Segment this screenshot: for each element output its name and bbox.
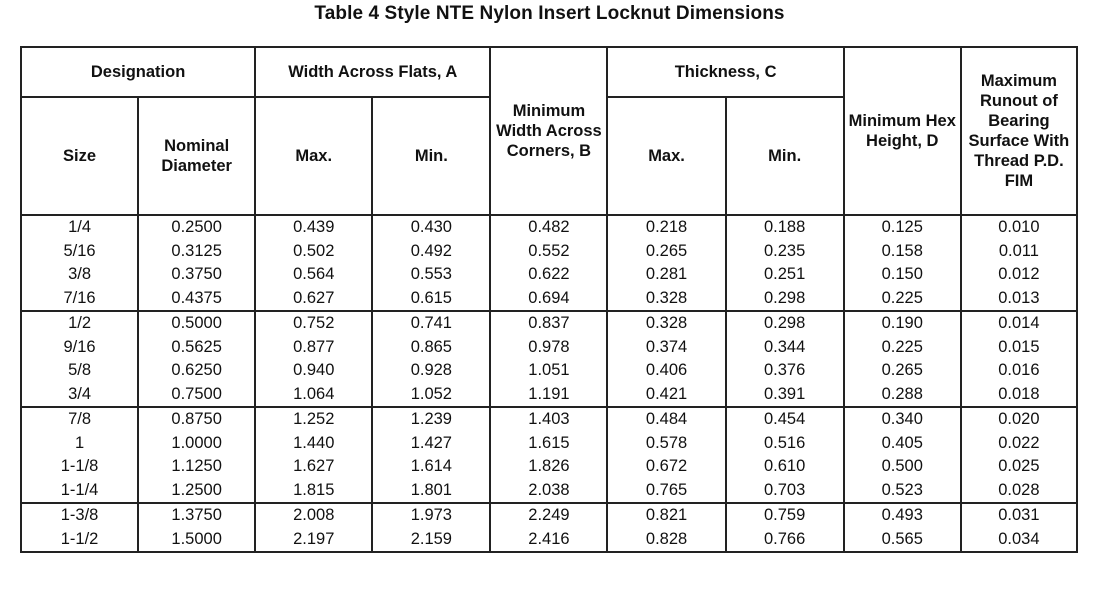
table-row xyxy=(21,240,1077,264)
cell-thickness-max: 0.328 xyxy=(607,311,725,336)
cell-flats-max: 0.439 xyxy=(255,215,372,240)
cell-nominal-diameter: 0.5625 xyxy=(138,336,255,360)
cell-flats-max: 0.752 xyxy=(255,311,372,336)
cell-thickness-min: 0.298 xyxy=(726,311,844,336)
cell-hex-height-min: 0.565 xyxy=(844,528,961,553)
cell-runout-max: 0.015 xyxy=(961,336,1077,360)
cell-flats-max: 0.564 xyxy=(255,263,372,287)
cell-corners-min: 2.416 xyxy=(490,528,607,553)
cell-nominal-diameter: 0.6250 xyxy=(138,359,255,383)
cell-runout-max: 0.016 xyxy=(961,359,1077,383)
cell-runout-max: 0.031 xyxy=(961,503,1077,528)
cell-corners-min: 0.978 xyxy=(490,336,607,360)
cell-corners-min: 1.191 xyxy=(490,383,607,408)
cell-thickness-min: 0.251 xyxy=(726,263,844,287)
table-row xyxy=(21,432,1077,456)
header-max-runout: Maximum Runout of Bearing Surface With Thread P.D. FIM xyxy=(961,47,1077,215)
header-flats-min: Min. xyxy=(372,97,490,215)
cell-thickness-max: 0.406 xyxy=(607,359,725,383)
table-row xyxy=(21,528,1077,553)
cell-flats-min: 1.973 xyxy=(372,503,490,528)
cell-corners-min: 1.826 xyxy=(490,455,607,479)
cell-thickness-max: 0.828 xyxy=(607,528,725,553)
cell-thickness-min: 0.298 xyxy=(726,287,844,312)
cell-thickness-max: 0.484 xyxy=(607,407,725,432)
cell-hex-height-min: 0.125 xyxy=(844,215,961,240)
cell-flats-max: 2.197 xyxy=(255,528,372,553)
cell-flats-min: 0.741 xyxy=(372,311,490,336)
cell-nominal-diameter: 0.3750 xyxy=(138,263,255,287)
cell-nominal-diameter: 1.0000 xyxy=(138,432,255,456)
cell-hex-height-min: 0.158 xyxy=(844,240,961,264)
row-group xyxy=(21,407,1077,503)
cell-corners-min: 0.837 xyxy=(490,311,607,336)
cell-nominal-diameter: 0.3125 xyxy=(138,240,255,264)
cell-flats-max: 0.877 xyxy=(255,336,372,360)
cell-flats-min: 0.615 xyxy=(372,287,490,312)
cell-hex-height-min: 0.493 xyxy=(844,503,961,528)
table-row xyxy=(21,455,1077,479)
cell-thickness-min: 0.188 xyxy=(726,215,844,240)
cell-nominal-diameter: 1.5000 xyxy=(138,528,255,553)
cell-flats-max: 2.008 xyxy=(255,503,372,528)
cell-flats-min: 0.492 xyxy=(372,240,490,264)
cell-size: 3/4 xyxy=(21,383,138,408)
table-row xyxy=(21,336,1077,360)
cell-runout-max: 0.012 xyxy=(961,263,1077,287)
cell-thickness-max: 0.421 xyxy=(607,383,725,408)
cell-thickness-max: 0.328 xyxy=(607,287,725,312)
cell-runout-max: 0.034 xyxy=(961,528,1077,553)
cell-nominal-diameter: 0.4375 xyxy=(138,287,255,312)
cell-flats-min: 1.801 xyxy=(372,479,490,504)
cell-hex-height-min: 0.225 xyxy=(844,287,961,312)
cell-flats-min: 0.553 xyxy=(372,263,490,287)
cell-thickness-min: 0.391 xyxy=(726,383,844,408)
cell-runout-max: 0.013 xyxy=(961,287,1077,312)
cell-corners-min: 2.038 xyxy=(490,479,607,504)
cell-flats-max: 1.627 xyxy=(255,455,372,479)
cell-hex-height-min: 0.340 xyxy=(844,407,961,432)
table-row xyxy=(21,359,1077,383)
cell-nominal-diameter: 0.5000 xyxy=(138,311,255,336)
cell-thickness-max: 0.218 xyxy=(607,215,725,240)
cell-flats-min: 1.427 xyxy=(372,432,490,456)
header-thickness-max: Max. xyxy=(607,97,725,215)
cell-nominal-diameter: 1.3750 xyxy=(138,503,255,528)
cell-runout-max: 0.014 xyxy=(961,311,1077,336)
cell-thickness-min: 0.766 xyxy=(726,528,844,553)
cell-flats-max: 0.940 xyxy=(255,359,372,383)
cell-corners-min: 0.622 xyxy=(490,263,607,287)
table-row xyxy=(21,479,1077,504)
cell-flats-max: 1.815 xyxy=(255,479,372,504)
row-group xyxy=(21,503,1077,552)
cell-corners-min: 2.249 xyxy=(490,503,607,528)
cell-nominal-diameter: 0.2500 xyxy=(138,215,255,240)
cell-nominal-diameter: 0.7500 xyxy=(138,383,255,408)
cell-runout-max: 0.018 xyxy=(961,383,1077,408)
cell-nominal-diameter: 1.1250 xyxy=(138,455,255,479)
cell-hex-height-min: 0.500 xyxy=(844,455,961,479)
cell-size: 1-1/8 xyxy=(21,455,138,479)
cell-corners-min: 1.051 xyxy=(490,359,607,383)
cell-size: 5/16 xyxy=(21,240,138,264)
cell-size: 1/2 xyxy=(21,311,138,336)
cell-thickness-min: 0.454 xyxy=(726,407,844,432)
cell-runout-max: 0.011 xyxy=(961,240,1077,264)
cell-hex-height-min: 0.523 xyxy=(844,479,961,504)
cell-hex-height-min: 0.190 xyxy=(844,311,961,336)
cell-thickness-max: 0.578 xyxy=(607,432,725,456)
table-row xyxy=(21,503,1077,528)
cell-thickness-min: 0.703 xyxy=(726,479,844,504)
cell-runout-max: 0.010 xyxy=(961,215,1077,240)
header-min-width-across-corners: Minimum Width Across Corners, B xyxy=(490,47,607,215)
dimensions-table xyxy=(20,46,1078,553)
cell-hex-height-min: 0.288 xyxy=(844,383,961,408)
table-row xyxy=(21,263,1077,287)
cell-thickness-max: 0.765 xyxy=(607,479,725,504)
cell-corners-min: 0.694 xyxy=(490,287,607,312)
cell-flats-min: 0.928 xyxy=(372,359,490,383)
cell-corners-min: 0.552 xyxy=(490,240,607,264)
cell-thickness-min: 0.516 xyxy=(726,432,844,456)
cell-thickness-max: 0.374 xyxy=(607,336,725,360)
cell-flats-max: 1.252 xyxy=(255,407,372,432)
cell-size: 3/8 xyxy=(21,263,138,287)
cell-runout-max: 0.020 xyxy=(961,407,1077,432)
cell-runout-max: 0.028 xyxy=(961,479,1077,504)
cell-thickness-max: 0.265 xyxy=(607,240,725,264)
header-width-across-flats: Width Across Flats, A xyxy=(255,47,490,97)
cell-size: 1-1/4 xyxy=(21,479,138,504)
cell-flats-min: 0.865 xyxy=(372,336,490,360)
header-thickness: Thickness, C xyxy=(607,47,843,97)
cell-thickness-min: 0.235 xyxy=(726,240,844,264)
cell-size: 7/16 xyxy=(21,287,138,312)
header-size: Size xyxy=(21,97,138,215)
header-designation: Designation xyxy=(21,47,255,97)
header-nominal-diameter: Nominal Diameter xyxy=(138,97,255,215)
row-group xyxy=(21,215,1077,311)
cell-thickness-min: 0.759 xyxy=(726,503,844,528)
cell-thickness-max: 0.672 xyxy=(607,455,725,479)
cell-thickness-min: 0.376 xyxy=(726,359,844,383)
cell-nominal-diameter: 1.2500 xyxy=(138,479,255,504)
cell-size: 1-3/8 xyxy=(21,503,138,528)
cell-flats-min: 2.159 xyxy=(372,528,490,553)
header-thickness-min: Min. xyxy=(726,97,844,215)
cell-thickness-max: 0.821 xyxy=(607,503,725,528)
table-title: Table 4 Style NTE Nylon Insert Locknut Dimensions xyxy=(314,3,785,24)
cell-flats-max: 0.627 xyxy=(255,287,372,312)
cell-size: 1 xyxy=(21,432,138,456)
cell-flats-min: 0.430 xyxy=(372,215,490,240)
cell-hex-height-min: 0.405 xyxy=(844,432,961,456)
table-row xyxy=(21,311,1077,336)
cell-flats-max: 1.440 xyxy=(255,432,372,456)
cell-hex-height-min: 0.150 xyxy=(844,263,961,287)
cell-flats-min: 1.052 xyxy=(372,383,490,408)
table-row xyxy=(21,215,1077,240)
header-min-hex-height: Minimum Hex Height, D xyxy=(844,47,961,215)
cell-thickness-min: 0.344 xyxy=(726,336,844,360)
cell-hex-height-min: 0.265 xyxy=(844,359,961,383)
cell-flats-min: 1.239 xyxy=(372,407,490,432)
cell-corners-min: 0.482 xyxy=(490,215,607,240)
cell-corners-min: 1.615 xyxy=(490,432,607,456)
cell-nominal-diameter: 0.8750 xyxy=(138,407,255,432)
cell-size: 1-1/2 xyxy=(21,528,138,553)
cell-flats-min: 1.614 xyxy=(372,455,490,479)
cell-size: 5/8 xyxy=(21,359,138,383)
cell-corners-min: 1.403 xyxy=(490,407,607,432)
cell-size: 9/16 xyxy=(21,336,138,360)
cell-hex-height-min: 0.225 xyxy=(844,336,961,360)
header-flats-max: Max. xyxy=(255,97,372,215)
cell-flats-max: 1.064 xyxy=(255,383,372,408)
cell-size: 7/8 xyxy=(21,407,138,432)
cell-size: 1/4 xyxy=(21,215,138,240)
cell-runout-max: 0.022 xyxy=(961,432,1077,456)
table-row xyxy=(21,383,1077,408)
row-group xyxy=(21,311,1077,407)
table-row xyxy=(21,407,1077,432)
cell-thickness-max: 0.281 xyxy=(607,263,725,287)
cell-thickness-min: 0.610 xyxy=(726,455,844,479)
cell-runout-max: 0.025 xyxy=(961,455,1077,479)
cell-flats-max: 0.502 xyxy=(255,240,372,264)
table-row xyxy=(21,287,1077,312)
